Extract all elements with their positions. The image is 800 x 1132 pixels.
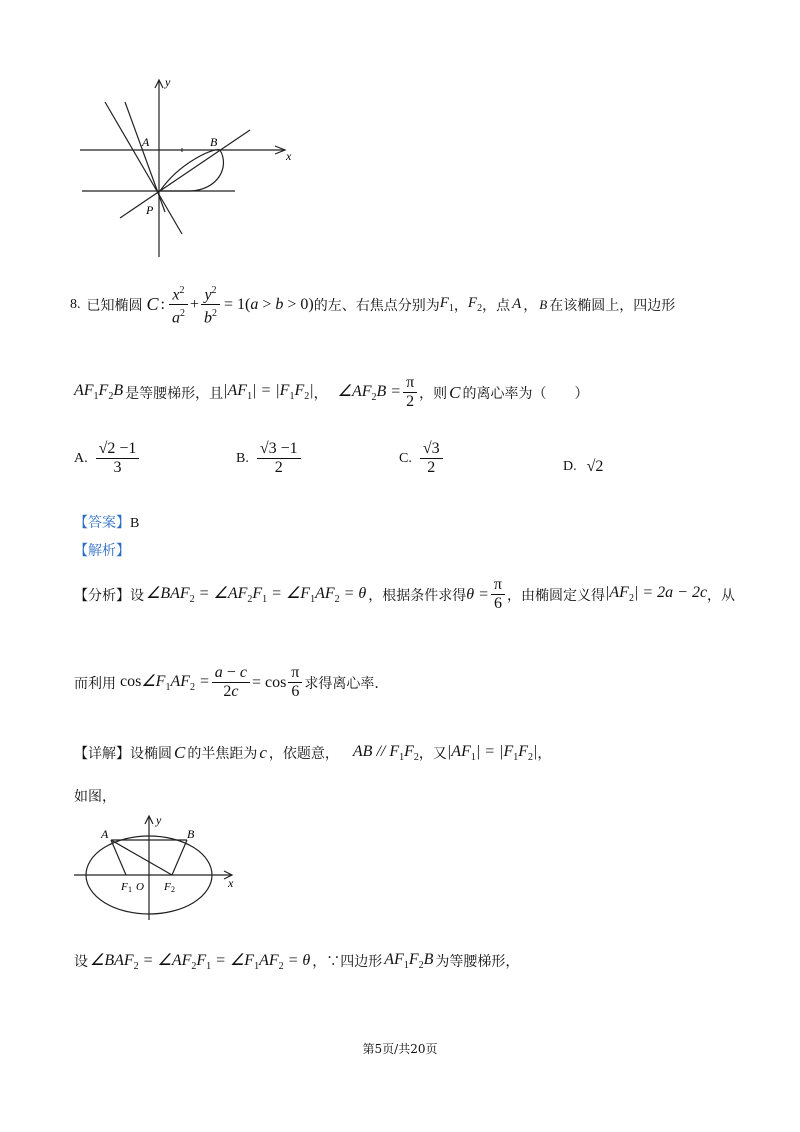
detail-as-fig: 如图，: [74, 789, 116, 805]
detail-set: 设椭圆: [130, 746, 172, 763]
answer-tag: 【答案】: [74, 515, 130, 531]
last-is-iso: 为等腰梯形，: [435, 954, 520, 971]
svg-text:2: 2: [171, 885, 175, 894]
fenxi-set: 设: [130, 587, 144, 604]
page-footer: 第5页/共20页: [362, 1042, 438, 1056]
option-D-value: √2: [586, 458, 604, 475]
option-A-label: A.: [74, 450, 88, 466]
tangent-line-1: [105, 102, 182, 234]
q8-number: 8.: [70, 296, 81, 312]
fig1-point-A: A: [142, 135, 150, 149]
last-set: 设: [74, 954, 88, 971]
fig1-point-B: B: [210, 135, 218, 149]
detail-C: C: [174, 743, 186, 763]
fig2-F2: F: [164, 881, 171, 893]
fig2-point-B: B: [187, 827, 195, 841]
option-B-den: 2: [274, 459, 283, 476]
q8-A: A: [512, 296, 522, 313]
q8-focus-text: 的左、右焦点分别为: [313, 297, 440, 314]
eq-x2a2: $\frac{x^2}{a^2}$: [169, 282, 188, 328]
option-A-den: 3: [113, 459, 122, 476]
segment-AF2: [111, 840, 172, 875]
last-line: 设 $\angle BAF_2$ = $\angle AF_2F_1$ = $\angle F_1AF_2 = \theta$ ，∵四边形 $AF_1F_2B$ 为等腰梯形，: [74, 951, 520, 973]
q8-then: ，则: [419, 385, 448, 402]
answer-value: B: [130, 516, 140, 531]
option-D[interactable]: [563, 458, 603, 476]
q8-intro: 已知椭圆: [86, 297, 143, 314]
fig2-origin: O: [136, 881, 144, 893]
option-B-num: √3 −1: [257, 440, 301, 459]
figure-tangent-lines: [70, 72, 310, 262]
detail-line1: 【详解】 设椭圆 C 的半焦距为 c ，依题意， AB // $F_1F_2$ ，又 $|AF_1| = |F_1F_2|$ ，: [74, 743, 552, 764]
option-B[interactable]: [236, 440, 303, 477]
q8-point-text: 点: [496, 297, 511, 314]
option-A[interactable]: [74, 440, 141, 477]
option-C-num: √3: [420, 440, 443, 459]
answer-line: [74, 512, 139, 532]
fenxi-cond: ，根据条件求得: [368, 587, 467, 604]
q8-B: B: [539, 296, 548, 312]
q8-on-ellipse: 在该椭圆上，四边形: [549, 297, 676, 314]
figure-ellipse-trapezoid: [70, 812, 245, 924]
fig2-point-A: A: [101, 827, 109, 841]
fig2-F1: F: [121, 881, 128, 893]
q8-C: C: [146, 294, 159, 315]
fenxi-find-e: 求得离心率.: [304, 675, 379, 692]
q8-F2: F: [467, 295, 478, 312]
q8-ecc-question: 的离心率为（ ）: [462, 385, 589, 402]
q8-line2: $AF_1F_2B$ 是等腰梯形，且 $|AF_1| = |F_1F_2|$ ， $\angle AF_2B$ = $\frac{\pi}{2}$ ，则 C 的离心率为（ ）: [74, 374, 589, 410]
fig1-x-label: x: [286, 149, 292, 163]
option-C[interactable]: [399, 440, 445, 477]
fig1-point-P: P: [146, 203, 154, 217]
segment-BF2: [172, 840, 187, 875]
detail-per: ，依题意，: [268, 746, 339, 763]
fenxi-line1: 【分析】 设 $\angle BAF_2$ = $\angle AF_2F_1$ = $\angle F_1AF_2 = \theta$ ，根据条件求得 θ = $\frac{\pi}{6}$ ，由椭圆定义得 $|AF_2| = 2a - 2c$ ，从: [74, 576, 736, 612]
fenxi-thus-use: 而利用: [74, 675, 116, 692]
q8-trapezoid: 是等腰梯形，且: [125, 385, 224, 402]
option-C-den: 2: [427, 459, 436, 476]
option-A-num: √2 −1: [96, 440, 140, 459]
fenxi-tag: 【分析】: [74, 587, 130, 604]
option-B-label: B.: [236, 450, 249, 466]
q8-line1: 8. 已知椭圆 C : $\frac{x^2}{a^2}$ + $\frac{y^2}{b^2}$ = 1(a > b > 0) 的左、右焦点分别为 $F_1$ ， $F_2$ ， 点 A ， B 在该椭圆上，四边形: [70, 282, 675, 328]
q8-C2: C: [449, 382, 461, 402]
fenxi-line2: 而利用 $\cos\angle F_1AF_2$ = $\frac{a - c}{2c}$ = cos $\frac{\pi}{6}$ 求得离心率.: [74, 664, 379, 700]
last-because: ，∵四边形: [312, 954, 383, 971]
option-C-label: C.: [399, 450, 412, 466]
eq-y2b2: $\frac{y^2}{b^2}$: [201, 282, 220, 328]
segment-AF1: [111, 840, 126, 875]
detail-tag: 【详解】: [74, 746, 130, 763]
fig2-x-label: x: [228, 876, 234, 890]
detail-half-focal: 的半焦距为: [187, 746, 258, 763]
fig1-y-label: y: [165, 75, 171, 89]
fenxi-def: ，由椭圆定义得: [507, 587, 605, 604]
fenxi-from: ，从: [707, 587, 736, 604]
fig2-y-label: y: [156, 813, 162, 827]
q8-F1: F: [439, 295, 449, 312]
svg-text:1: 1: [128, 885, 132, 894]
analysis-tag: 【解析】: [74, 543, 130, 559]
option-D-label: D.: [563, 459, 577, 474]
detail-also: ，又: [418, 746, 447, 763]
